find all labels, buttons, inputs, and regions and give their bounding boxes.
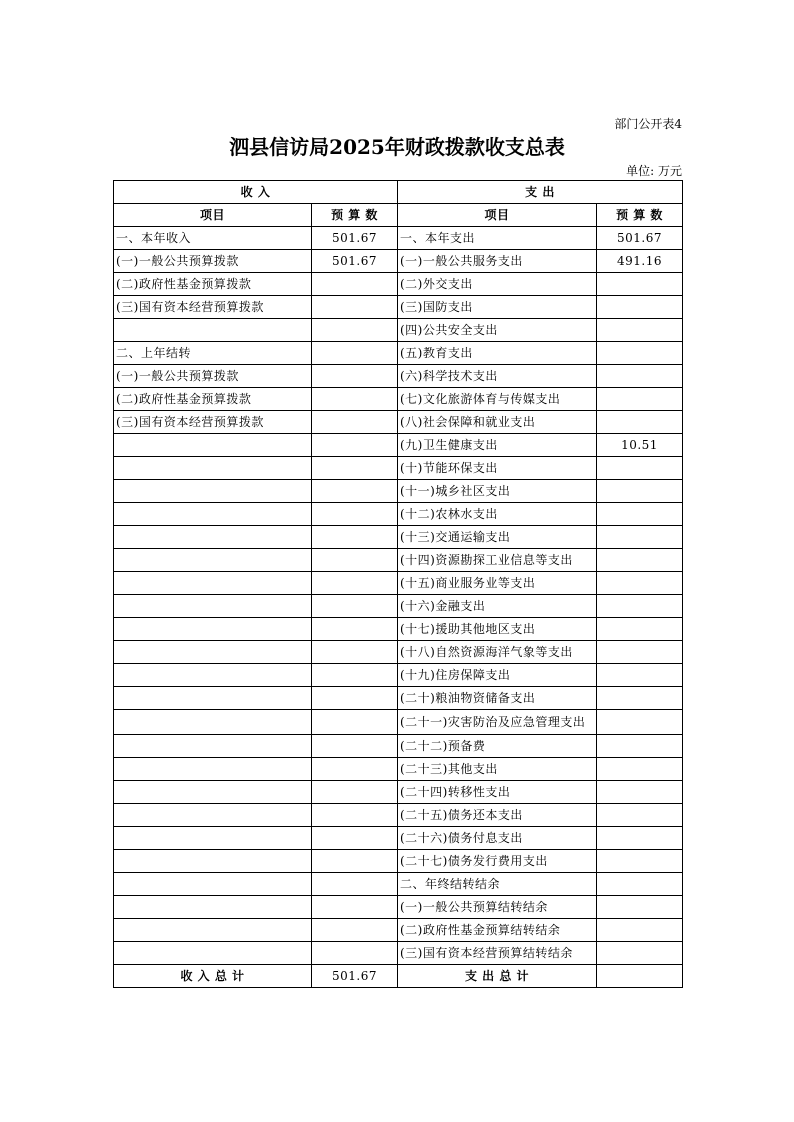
table-row	[114, 503, 683, 526]
income-item-cell	[114, 549, 312, 572]
table-row	[114, 942, 683, 965]
expense-item-cell: (三)国防支出	[398, 296, 597, 319]
table-row	[114, 827, 683, 850]
column-header-row	[114, 204, 683, 227]
expense-item-cell: (二)政府性基金预算结转结余	[398, 919, 597, 942]
income-budget-cell	[312, 572, 398, 595]
expense-budget-cell	[597, 781, 683, 804]
table-row	[114, 273, 683, 296]
expense-budget-cell	[597, 457, 683, 480]
expense-item-cell: (三)国有资本经营预算结转结余	[398, 942, 597, 965]
table-row	[114, 411, 683, 434]
income-budget-cell	[312, 618, 398, 641]
income-budget-cell	[312, 942, 398, 965]
income-budget-cell	[312, 827, 398, 850]
table-row	[114, 526, 683, 549]
table-row	[114, 641, 683, 664]
income-budget-cell	[312, 549, 398, 572]
expense-budget-cell	[597, 388, 683, 411]
table-row	[114, 919, 683, 942]
income-budget-cell	[312, 480, 398, 503]
expense-budget-header: 预 算 数	[597, 204, 683, 227]
expense-budget-cell: 491.16	[597, 250, 683, 273]
expense-budget-cell	[597, 758, 683, 781]
income-budget-cell	[312, 365, 398, 388]
income-budget-cell	[312, 735, 398, 758]
total-expense-value	[597, 965, 683, 988]
income-budget-cell	[312, 781, 398, 804]
total-row	[114, 965, 683, 988]
income-item-cell	[114, 641, 312, 664]
total-expense-label: 支 出 总 计	[398, 965, 597, 988]
income-item-header: 项目	[114, 204, 312, 227]
expense-item-cell: (六)科学技术支出	[398, 365, 597, 388]
income-item-cell: (三)国有资本经营预算拨款	[114, 296, 312, 319]
income-budget-cell	[312, 296, 398, 319]
table-row	[114, 227, 683, 250]
expense-budget-cell	[597, 641, 683, 664]
expense-budget-cell	[597, 618, 683, 641]
table-row	[114, 618, 683, 641]
table-row	[114, 873, 683, 896]
expense-budget-cell	[597, 710, 683, 735]
expense-budget-cell	[597, 735, 683, 758]
income-item-cell	[114, 735, 312, 758]
expense-budget-cell	[597, 411, 683, 434]
income-item-cell	[114, 595, 312, 618]
income-budget-cell	[312, 641, 398, 664]
expense-budget-cell	[597, 896, 683, 919]
table-row	[114, 480, 683, 503]
income-item-cell	[114, 827, 312, 850]
table-row	[114, 781, 683, 804]
table-row	[114, 710, 683, 735]
expense-item-cell: (一)一般公共预算结转结余	[398, 896, 597, 919]
income-budget-cell	[312, 687, 398, 710]
income-budget-header: 预 算 数	[312, 204, 398, 227]
expense-budget-cell	[597, 687, 683, 710]
expense-item-cell: (二十一)灾害防治及应急管理支出	[398, 710, 597, 735]
income-item-cell	[114, 781, 312, 804]
expense-budget-cell	[597, 273, 683, 296]
income-item-cell: 二、上年结转	[114, 342, 312, 365]
income-item-cell	[114, 896, 312, 919]
expense-item-cell: (四)公共安全支出	[398, 319, 597, 342]
income-budget-cell	[312, 758, 398, 781]
expense-budget-cell	[597, 942, 683, 965]
expense-item-cell: (二)外交支出	[398, 273, 597, 296]
expense-budget-cell	[597, 804, 683, 827]
income-item-cell	[114, 804, 312, 827]
table-row	[114, 804, 683, 827]
expense-budget-cell	[597, 572, 683, 595]
income-budget-cell	[312, 434, 398, 457]
expense-item-cell: (十九)住房保障支出	[398, 664, 597, 687]
expense-item-cell: (二十五)债务还本支出	[398, 804, 597, 827]
income-item-cell	[114, 618, 312, 641]
table-row	[114, 758, 683, 781]
expense-item-cell: (十三)交通运输支出	[398, 526, 597, 549]
income-budget-cell	[312, 388, 398, 411]
expense-item-cell: 二、年终结转结余	[398, 873, 597, 896]
expense-item-cell: (十六)金融支出	[398, 595, 597, 618]
table-row	[114, 457, 683, 480]
income-item-cell	[114, 572, 312, 595]
table-row	[114, 687, 683, 710]
expense-budget-cell	[597, 664, 683, 687]
expense-item-cell: (十五)商业服务业等支出	[398, 572, 597, 595]
income-budget-cell	[312, 873, 398, 896]
table-row	[114, 388, 683, 411]
expense-budget-cell	[597, 873, 683, 896]
page-title: 泗县信访局2025年财政拨款收支总表	[229, 135, 565, 159]
expense-budget-cell	[597, 342, 683, 365]
expense-item-cell: (九)卫生健康支出	[398, 434, 597, 457]
expense-item-cell: (二十)粮油物资储备支出	[398, 687, 597, 710]
income-budget-cell	[312, 595, 398, 618]
income-item-cell: (二)政府性基金预算拨款	[114, 388, 312, 411]
expense-item-cell: 一、本年支出	[398, 227, 597, 250]
budget-summary-table	[113, 180, 683, 988]
table-row	[114, 365, 683, 388]
income-budget-cell	[312, 919, 398, 942]
income-budget-cell	[312, 411, 398, 434]
expense-item-cell: (一)一般公共服务支出	[398, 250, 597, 273]
income-item-cell	[114, 850, 312, 873]
expense-item-cell: (二十三)其他支出	[398, 758, 597, 781]
income-item-cell	[114, 480, 312, 503]
income-item-cell: (一)一般公共预算拨款	[114, 365, 312, 388]
income-item-cell	[114, 319, 312, 342]
expense-item-cell: (七)文化旅游体育与传媒支出	[398, 388, 597, 411]
income-section-header: 收 入	[114, 181, 398, 204]
expense-item-cell: (八)社会保障和就业支出	[398, 411, 597, 434]
expense-budget-cell	[597, 827, 683, 850]
income-item-cell	[114, 434, 312, 457]
table-row	[114, 296, 683, 319]
expense-budget-cell: 10.51	[597, 434, 683, 457]
income-item-cell: 一、本年收入	[114, 227, 312, 250]
table-row	[114, 735, 683, 758]
income-item-cell: (二)政府性基金预算拨款	[114, 273, 312, 296]
income-item-cell: (三)国有资本经营预算拨款	[114, 411, 312, 434]
table-row	[114, 342, 683, 365]
expense-item-cell: (十)节能环保支出	[398, 457, 597, 480]
expense-budget-cell	[597, 549, 683, 572]
total-income-value: 501.67	[312, 965, 398, 988]
income-budget-cell	[312, 319, 398, 342]
income-budget-cell	[312, 710, 398, 735]
expense-budget-cell	[597, 365, 683, 388]
table-row	[114, 595, 683, 618]
unit-label: 单位: 万元	[626, 164, 682, 178]
expense-budget-cell	[597, 296, 683, 319]
income-budget-cell	[312, 664, 398, 687]
expense-item-cell: (二十七)债务发行费用支出	[398, 850, 597, 873]
income-item-cell	[114, 503, 312, 526]
expense-item-cell: (十八)自然资源海洋气象等支出	[398, 641, 597, 664]
income-budget-cell	[312, 342, 398, 365]
table-row	[114, 896, 683, 919]
expense-budget-cell	[597, 595, 683, 618]
income-budget-cell	[312, 896, 398, 919]
section-header-row	[114, 181, 683, 204]
table-row	[114, 572, 683, 595]
income-item-cell	[114, 942, 312, 965]
income-item-cell	[114, 873, 312, 896]
expense-item-header: 项目	[398, 204, 597, 227]
income-item-cell: (一)一般公共预算拨款	[114, 250, 312, 273]
expense-budget-cell: 501.67	[597, 227, 683, 250]
income-budget-cell: 501.67	[312, 250, 398, 273]
total-income-label: 收 入 总 计	[114, 965, 312, 988]
expense-item-cell: (二十二)预备费	[398, 735, 597, 758]
expense-item-cell: (十一)城乡社区支出	[398, 480, 597, 503]
expense-budget-cell	[597, 526, 683, 549]
expense-budget-cell	[597, 480, 683, 503]
income-budget-cell	[312, 850, 398, 873]
expense-item-cell: (十四)资源勘探工业信息等支出	[398, 549, 597, 572]
income-item-cell	[114, 758, 312, 781]
income-item-cell	[114, 457, 312, 480]
expense-section-header: 支 出	[398, 181, 683, 204]
income-budget-cell	[312, 804, 398, 827]
table-row	[114, 549, 683, 572]
expense-budget-cell	[597, 919, 683, 942]
expense-item-cell: (十七)援助其他地区支出	[398, 618, 597, 641]
expense-item-cell: (五)教育支出	[398, 342, 597, 365]
table-row	[114, 664, 683, 687]
table-row	[114, 250, 683, 273]
income-item-cell	[114, 664, 312, 687]
income-item-cell	[114, 687, 312, 710]
expense-budget-cell	[597, 503, 683, 526]
income-item-cell	[114, 919, 312, 942]
table-row	[114, 850, 683, 873]
expense-budget-cell	[597, 319, 683, 342]
income-item-cell	[114, 710, 312, 735]
expense-item-cell: (十二)农林水支出	[398, 503, 597, 526]
income-item-cell	[114, 526, 312, 549]
income-budget-cell	[312, 457, 398, 480]
expense-item-cell: (二十四)转移性支出	[398, 781, 597, 804]
form-number: 部门公开表4	[614, 117, 682, 131]
income-budget-cell	[312, 526, 398, 549]
expense-budget-cell	[597, 850, 683, 873]
table-row	[114, 319, 683, 342]
expense-item-cell: (二十六)债务付息支出	[398, 827, 597, 850]
income-budget-cell	[312, 273, 398, 296]
income-budget-cell	[312, 503, 398, 526]
income-budget-cell: 501.67	[312, 227, 398, 250]
table-row	[114, 434, 683, 457]
